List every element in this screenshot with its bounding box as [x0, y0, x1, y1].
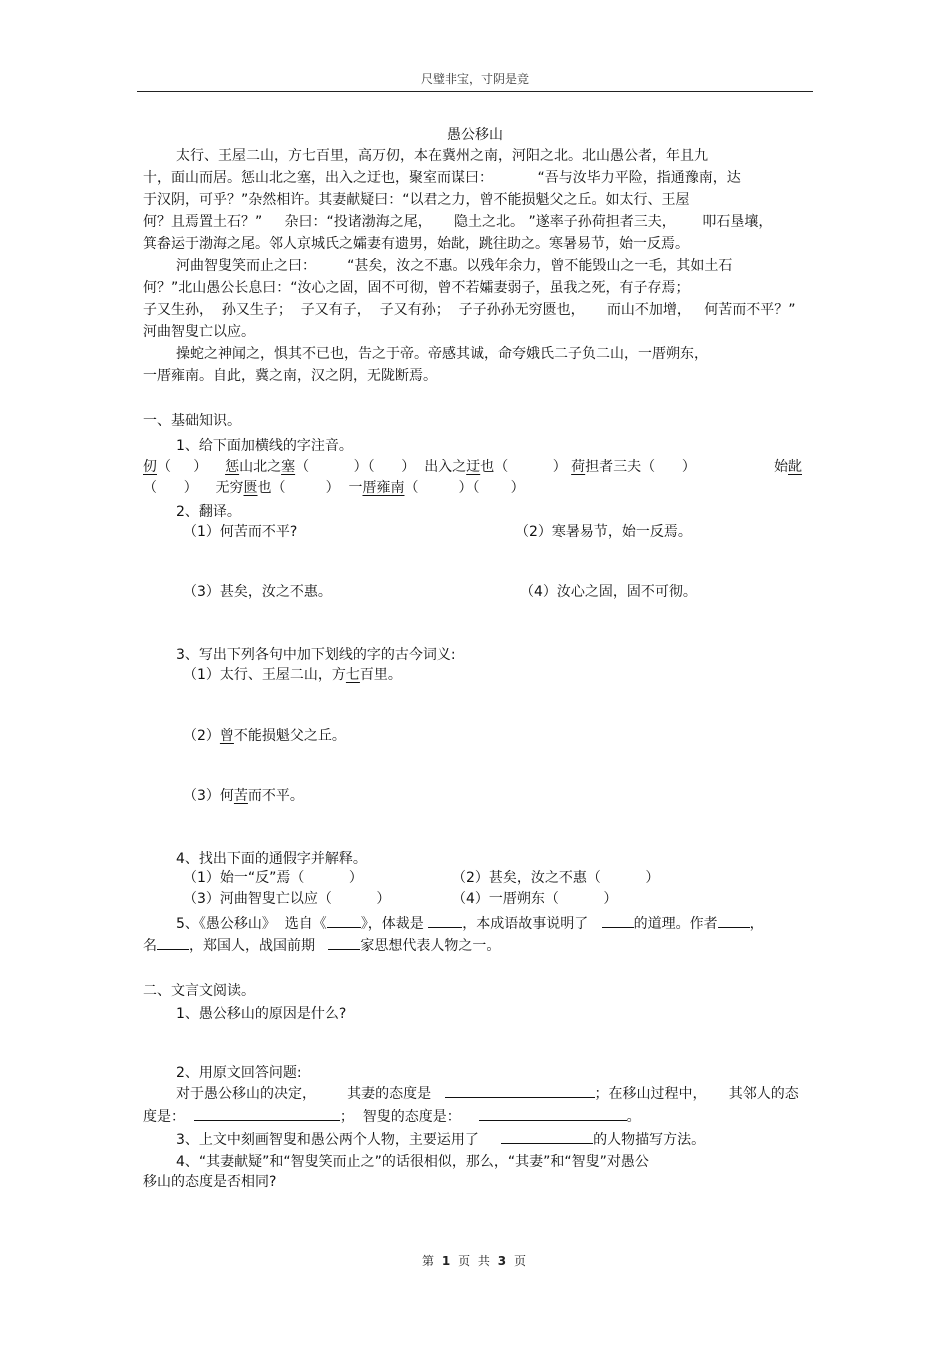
passage-line: 一厝雍南。自此，冀之南，汉之阴，无陇断焉。 — [143, 368, 437, 384]
text: 出入之 — [424, 459, 467, 475]
underlined-char: 迂 — [466, 459, 481, 475]
text: 无穷 — [215, 480, 244, 496]
text: 》，体裁是 — [360, 916, 424, 932]
text: 。 — [626, 1109, 641, 1125]
text: 共 — [477, 1254, 492, 1268]
answer-blank[interactable] — [327, 913, 361, 928]
text: 担者三夫 — [585, 459, 642, 475]
page-total: 3 — [497, 1254, 509, 1268]
text: 也 — [480, 459, 495, 475]
underlined-char: 七 — [345, 667, 360, 683]
text: ；在移山过程中， 其邻人的态 — [594, 1086, 799, 1102]
answer-blank[interactable] — [428, 913, 462, 928]
passage-line: 何？”北山愚公长息曰：“汝心之固，固不可彻，曾不若孀妻弱子，虽我之死，有子存焉； — [143, 280, 690, 296]
passage-line: 子又生孙， 孙又生子； 子又有子， 子又有孙； 子子孙孙无穷匮也， 而山不加增， 何苦而不平？” — [143, 302, 796, 318]
text: 不能损魁父之丘。 — [233, 728, 346, 744]
answer-blank[interactable] — [501, 1129, 593, 1144]
question-prompt: 4、找出下面的通假字并解释。 — [176, 851, 367, 867]
text: （1）太行、王屋二山，方 — [183, 667, 346, 683]
text: 百里。 — [359, 667, 402, 683]
section-heading: 二、文言文阅读。 — [143, 983, 255, 999]
answer-parens: （ ）（ ） — [295, 459, 416, 475]
tongjia-item: （1）始一“反”焉（ ） — [183, 870, 363, 886]
tongjia-item: （4）一厝朔东（ ） — [452, 891, 618, 907]
question-prompt: 1、愚公移山的原因是什么? — [176, 1006, 347, 1022]
text: （2） — [183, 728, 220, 744]
text: 页 — [458, 1254, 473, 1268]
tongjia-item: （3）河曲智叟亡以应（ ） — [183, 891, 391, 907]
text: 5、《愚公移山》 选自《 — [176, 916, 327, 932]
text: 度是： — [143, 1109, 185, 1125]
pinyin-row-1 — [143, 457, 696, 477]
answer-parens: （ ） — [143, 480, 198, 496]
fill-in-line — [176, 1129, 705, 1150]
passage-line: 操蛇之神闻之，惧其不已也，告之于帝。帝感其诚，命夸娥氏二子负二山，一厝朔东， — [176, 346, 708, 362]
passage-line: 河曲智叟笑而止之曰： “甚矣，汝之不惠。以残年余力，曾不能毁山之一毛，其如土石 — [176, 258, 733, 274]
underlined-char: 南 — [390, 480, 405, 496]
underlined-char: 雍 — [376, 480, 391, 496]
page-header-motto: 尺璧非宝，寸阴是竞 — [420, 72, 529, 86]
text: 页 — [513, 1254, 528, 1268]
underlined-char: 厝 — [362, 480, 377, 496]
answer-blank[interactable] — [445, 1083, 595, 1098]
text: 一 — [348, 480, 363, 496]
answer-parens: （ ） — [494, 459, 567, 475]
answer-blank[interactable] — [718, 913, 750, 928]
question-prompt: 移山的态度是否相同? — [143, 1174, 277, 1190]
section-heading: 一、基础知识。 — [143, 413, 241, 429]
text: ，本成语故事说明了 — [462, 916, 589, 932]
text: 3、上文中刻画智叟和愚公两个人物，主要运用了 — [176, 1132, 479, 1148]
word-meaning-item — [183, 786, 304, 806]
text: 第 — [422, 1254, 437, 1268]
passage-line: 十，面山而居。惩山北之塞，出入之迂也，聚室而谋曰： “吾与汝毕力平险，指通豫南，达 — [143, 170, 741, 186]
passage-line: 太行、王屋二山，方七百里，高万仞，本在冀州之南，河阳之北。北山愚公者，年且九 — [176, 148, 708, 164]
underlined-char: 曾 — [219, 728, 234, 744]
fill-in-line — [176, 913, 764, 934]
text: 的道理。作者 — [633, 916, 718, 932]
underlined-char: 仞 — [143, 459, 157, 475]
fill-in-line — [143, 1106, 641, 1127]
text: 对于愚公移山的决定， 其妻的态度是 — [176, 1086, 432, 1102]
text: 而不平。 — [247, 788, 304, 804]
underlined-char: 荷 — [571, 459, 586, 475]
passage-title: 愚公移山 — [447, 127, 503, 143]
text: ， — [749, 916, 764, 932]
translation-item: （1）何苦而不平? — [183, 524, 298, 540]
answer-parens: （ ） — [271, 480, 340, 496]
translation-item: （2）寒暑易节，始一反焉。 — [515, 524, 692, 540]
text: 名 — [143, 938, 157, 954]
fill-in-line — [176, 1083, 799, 1104]
passage-line: 河曲智叟亡以应。 — [143, 324, 255, 340]
underlined-char: 塞 — [281, 459, 296, 475]
text: 家思想代表人物之一。 — [360, 938, 501, 954]
answer-parens: （ ） — [157, 459, 208, 475]
word-meaning-item — [183, 726, 346, 746]
text: 始 — [774, 459, 788, 475]
passage-line: 何？且焉置土石？” 杂曰：“投诸渤海之尾， 隐土之北。 ”遂率子孙荷担者三夫， 叩石垦壤， — [143, 214, 773, 230]
answer-blank[interactable] — [157, 935, 189, 950]
question-prompt: 4、“其妻献疑”和“智叟笑而止之”的话很相似，那么，“其妻”和“智叟”对愚公 — [176, 1154, 649, 1170]
page-number: 1 — [441, 1254, 453, 1268]
answer-blank[interactable] — [328, 935, 360, 950]
passage-line: 箕畚运于渤海之尾。邻人京城氏之孀妻有遗男，始龀，跳往助之。寒暑易节，始一反焉。 — [143, 236, 689, 252]
tongjia-item: （2）甚矣，汝之不惠（ ） — [452, 870, 660, 886]
answer-blank[interactable] — [602, 913, 634, 928]
underlined-char: 惩 — [225, 459, 240, 475]
underlined-char: 龀 — [788, 459, 802, 475]
question-prompt: 1、给下面加横线的字注音。 — [176, 438, 353, 454]
passage-line: 于汉阴，可乎？”杂然相许。其妻献疑曰：“以君之力，曾不能损魁父之丘。如太行、王屋 — [143, 192, 690, 208]
answer-blank[interactable] — [194, 1106, 340, 1121]
answer-parens: （ ） — [641, 459, 696, 475]
question-prompt: 2、用原文回答问题: — [176, 1065, 302, 1081]
text: ； 智叟的态度是： — [339, 1109, 461, 1125]
header-divider — [137, 91, 813, 92]
fill-in-line — [143, 935, 500, 956]
word-meaning-item — [183, 665, 402, 685]
text: 也 — [257, 480, 272, 496]
page-footer — [0, 1252, 950, 1269]
underlined-char: 匮 — [243, 480, 258, 496]
question-prompt: 3、写出下列各句中加下划线的字的古今词义: — [176, 647, 456, 663]
answer-blank[interactable] — [479, 1106, 627, 1121]
pinyin-row-1-end — [774, 457, 802, 477]
text: （3）何 — [183, 788, 234, 804]
translation-item: （3）甚矣，汝之不惠。 — [183, 584, 332, 600]
question-prompt: 2、翻译。 — [176, 504, 241, 520]
underlined-char: 苦 — [233, 788, 248, 804]
text: ，郑国人，战国前期 — [189, 938, 315, 954]
text: 的人物描写方法。 — [593, 1132, 706, 1148]
text: 山北之 — [239, 459, 282, 475]
answer-parens: （ ）（ ） — [404, 480, 525, 496]
translation-item: （4）汝心之固，固不可彻。 — [520, 584, 697, 600]
pinyin-row-2 — [143, 478, 525, 498]
